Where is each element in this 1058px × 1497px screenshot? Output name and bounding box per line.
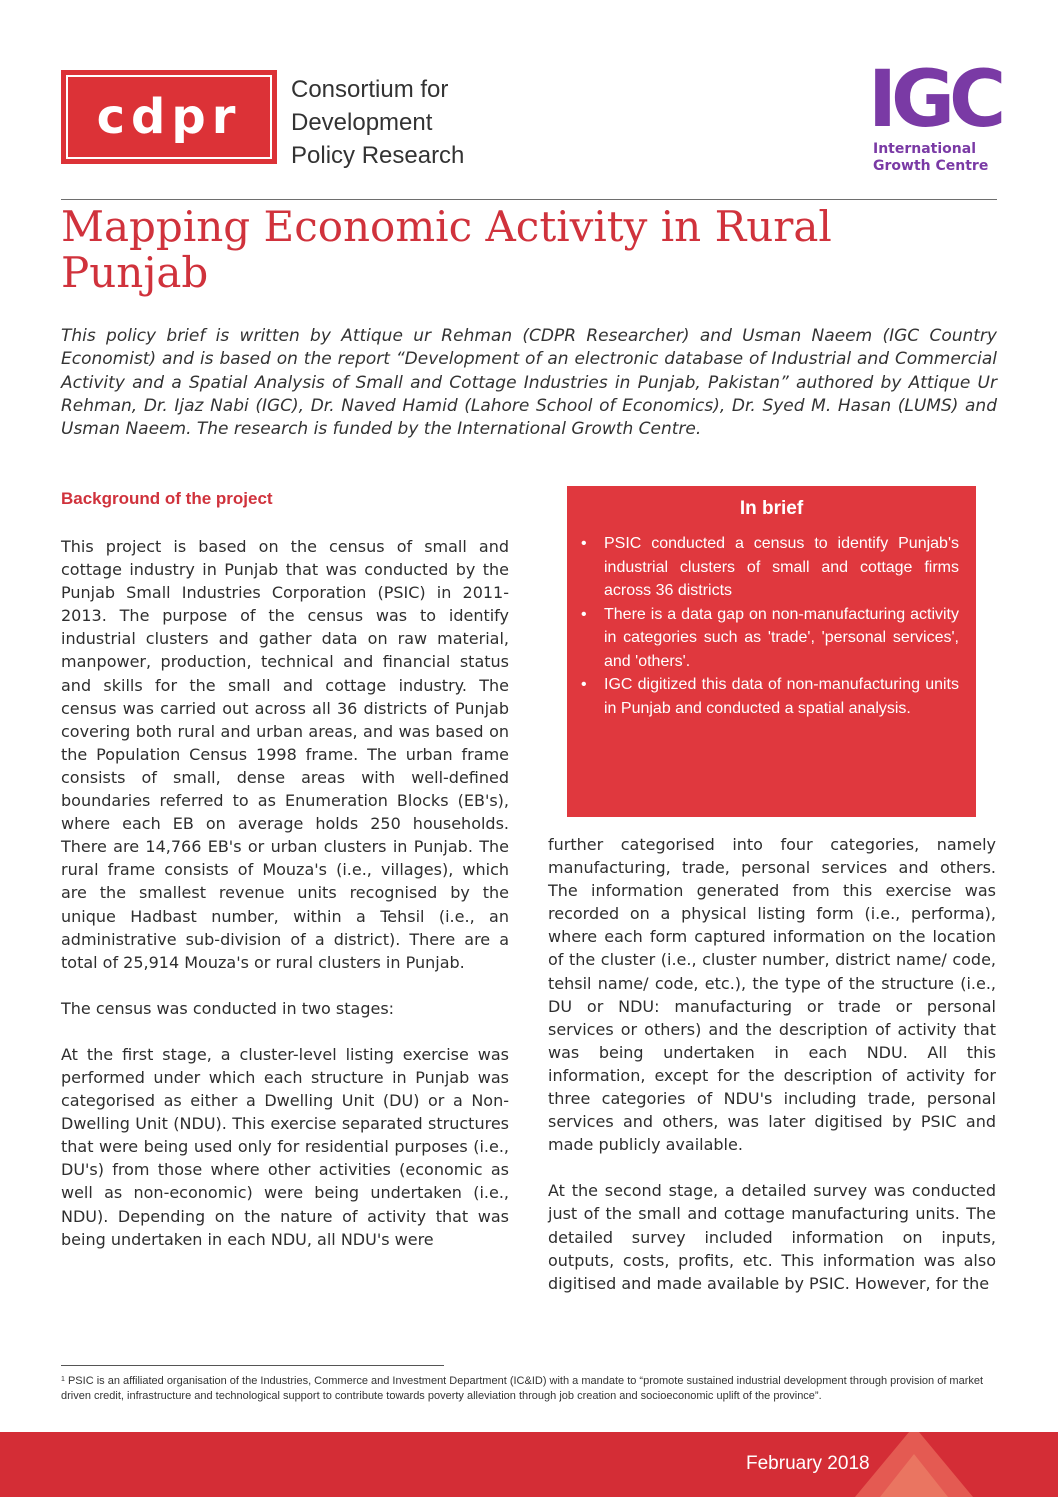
intro-paragraph: This policy brief is written by Attique ur Rehman (CDPR Researcher) and Usman Naeem (IGC Country Economist) and is based on the report “Development of an electronic database of Industrial and Commercial Activity and a Spatial Analysis of Small and Cottage Industries in Punjab, Pakistan” authored by Attique Ur Rehman, Dr. Ijaz Nabi (IGC), Dr. Naved Hamid (Lahore School of Economics), Dr. Syed M. Hasan (LUMS) and Usman Naeem. The research is funded by the International Growth Centre.	[61, 326, 997, 440]
page-title	[61, 204, 997, 296]
in-brief-item-text: PSIC conducted a census to identify Punjab's industrial clusters of small and cottage firms across 36 districts	[604, 535, 959, 599]
publication-date: February 2018	[746, 1453, 870, 1474]
in-brief-list	[581, 532, 959, 720]
body-paragraph: The census was conducted in two stages:	[61, 998, 395, 1018]
in-brief-item	[581, 603, 959, 674]
body-paragraph: At the first stage, a cluster-level listing exercise was performed under which each structure in Punjab was categorised as either a Dwelling Unit (DU) or a Non-Dwelling Unit (NDU). This exercise separated structures that were being used only for residential purposes (i.e., DU's) from those where other activities (economic as well as non-economic) were being undertaken (i.e., NDU). Depending on the nature of activity that was being undertaken in each NDU, all NDU's were	[61, 1044, 509, 1249]
igc-name-line: International	[873, 141, 977, 157]
in-brief-item	[581, 532, 959, 603]
footnote	[61, 1372, 991, 1404]
page-title-line: Mapping Economic Activity in Rural	[61, 202, 832, 251]
cdpr-logo	[61, 70, 277, 164]
igc-name	[873, 141, 988, 175]
organisation-name	[291, 73, 531, 172]
cdpr-logo-text: cdpr	[96, 89, 242, 145]
bullet-icon: •	[581, 535, 587, 552]
igc-name-line: Growth Centre	[873, 158, 989, 174]
in-brief-title: In brief	[739, 498, 804, 519]
left-column	[61, 535, 509, 1274]
footnote-divider	[61, 1365, 444, 1366]
body-paragraph: further categorised into four categories, namely manufacturing, trade, personal services and others. The information generated from this exercise was recorded on a physical listing form (i.e., performa), where each form captured information on the location of the cluster (i.e., cluster number, district name/ code, tehsil name/ code, etc.), the type of the structure (i.e., DU or NDU: manufacturing or trade or personal services or others) and the description of activity that was being undertaken in each NDU. All this information, except for the description of activity for three categories of NDU's including trade, personal services and others, was later digitised by PSIC and made publicly available.	[548, 835, 996, 1155]
bullet-icon: •	[581, 676, 587, 693]
in-brief-item-text: IGC digitized this data of non-manufacturing units in Punjab and conducted a spatial analysis.	[604, 676, 959, 717]
body-paragraph: This project is based on the census of small and cottage industry in Punjab that was conducted by the Punjab Small Industries Corporation (PSIC) in 2011-2013. The purpose of the census was to identify industrial clusters and gather data on raw material, manpower, production, technical and financial status and skills for the small and cottage industry. The census was carried out across all 36 districts of Punjab covering both rural and urban areas, and was based on the Population Census 1998 frame. The urban frame consists of small, dense areas with well-defined boundaries referred to as Enumeration Blocks (EB's), where each EB on average holds 250 households. There are 14,766 EB's or urban clusters in Punjab. The rural frame consists of Mouza's (i.e., villages), which are the smallest revenue units recognised by the unique Hadbast number, within a Tehsil (i.e., an administrative sub-division of a district). There are a total of 25,914 Mouza's or rural clusters in Punjab.	[61, 537, 509, 972]
in-brief-box	[567, 486, 976, 817]
footer-band	[0, 1432, 1058, 1497]
igc-logo: IGC	[868, 55, 1001, 145]
footer-triangle-graphic	[0, 1432, 1058, 1497]
in-brief-item-text: There is a data gap on non-manufacturing activity in categories such as 'trade', 'personal services', and 'others'.	[604, 605, 959, 670]
in-brief-item	[581, 673, 959, 720]
organisation-name-line: Policy Research	[291, 142, 465, 169]
footnote-text: PSIC is an affiliated organisation of the Industries, Commerce and Investment Department (IC&ID) with a mandate to “promote sustained industrial development through provision of market driven credit, infrastructure and technological support to contribute towards poverty alleviation through job creation and socioeconomic uplift of the province”.	[61, 1375, 984, 1402]
footnote-marker: 1	[61, 1376, 65, 1383]
cdpr-logo-frame	[66, 75, 272, 159]
bullet-icon: •	[581, 605, 587, 623]
organisation-name-line: Development	[291, 109, 433, 136]
right-column	[548, 833, 996, 1318]
body-paragraph: At the second stage, a detailed survey was conducted just of the small and cottage manufacturing units. The detailed survey included information on inputs, outputs, costs, profits, etc. This information was also digitised and made available by PSIC. However, for the	[548, 1181, 996, 1293]
page-title-line: Punjab	[61, 248, 209, 297]
header-divider	[61, 199, 997, 200]
organisation-name-line: Consortium for	[291, 76, 449, 103]
section-heading: Background of the project	[61, 489, 273, 508]
